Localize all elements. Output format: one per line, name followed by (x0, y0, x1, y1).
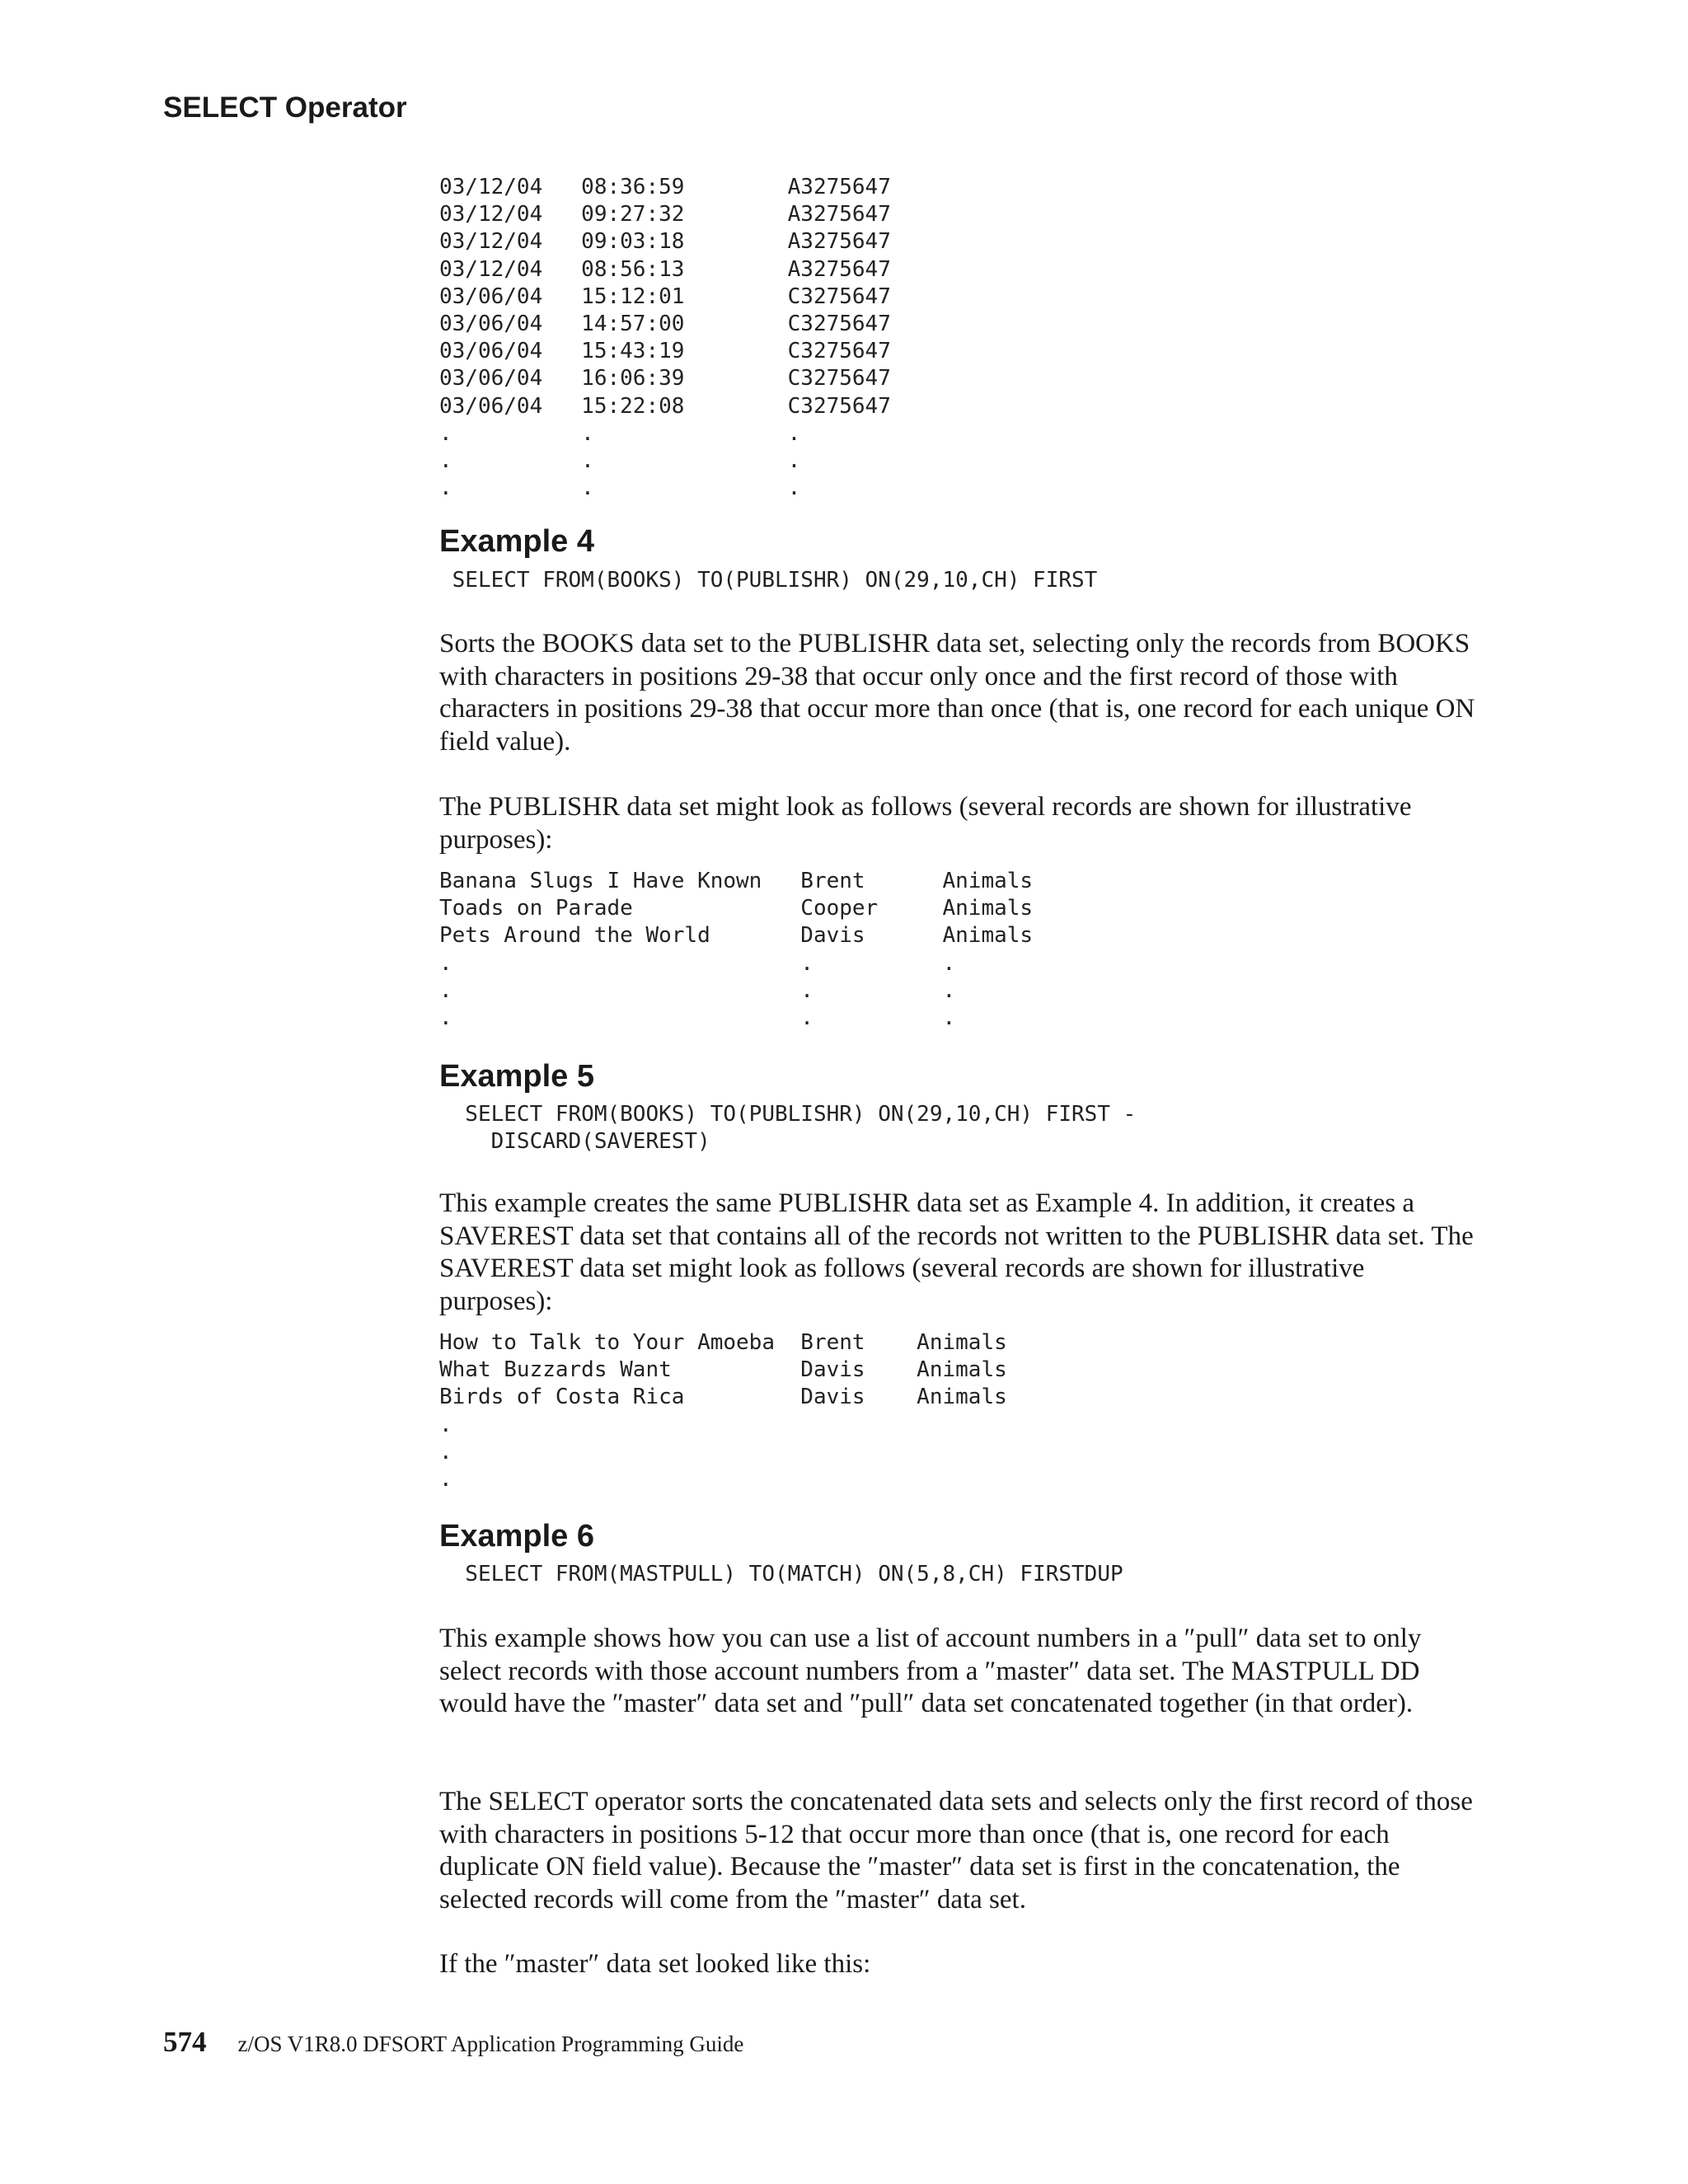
running-head: SELECT Operator (163, 91, 407, 124)
page-number: 574 (163, 2026, 207, 2058)
example-4-description: Sorts the BOOKS data set to the PUBLISHR data set, selecting only the records from BOOKS with characters in positions 29-38 that occur only once and the first record of those with characters in positions 29-38 that occur more than once (that is, one record for each unique ON field value). (439, 629, 1475, 757)
example-6-statement: SELECT FROM(MASTPULL) TO(MATCH) ON(5,8,CH) FIRSTDUP (439, 1562, 1123, 1586)
log-listing: 03/12/04 08:36:59 A3275647 03/12/04 09:27:32 A3275647 03/12/04 09:03:18 A3275647 03/12/04 08:56:13 A3275647 03/06/04 15:12:01 C3275647 03/06/04 14:57:00 C3275647 03/06/04 15:43:19 C3275647 03/06/04 16:06:39 C3275647 03/06/04 15:22:08 C3275647 . . . . . . . . . (439, 175, 891, 501)
example-5-listing: How to Talk to Your Amoeba Brent Animals What Buzzards Want Davis Animals Birds of Costa Rica Davis Animals . . . (439, 1330, 1007, 1493)
example-5-heading: Example 5 (439, 1059, 594, 1094)
example-4-intro: The PUBLISHR data set might look as follows (several records are shown for illustrative purposes): (439, 792, 1412, 855)
example-6-description: This example shows how you can use a list of account numbers in a ″pull″ data set to only select records with those account numbers from a ″master″ data set. The MASTPULL DD would have the ″master″ data set and ″pull″ data set concatenated together (in that order). (439, 1624, 1422, 1719)
example-6-explanation: The SELECT operator sorts the concatenated data sets and selects only the first record of those with characters in positions 5-12 that occur more than once (that is, one record for each duplicate ON field value). Because the ″master″ data set is first in the concatenation, the selected records will come from the ″master″ data set. (439, 1787, 1473, 1915)
example-5-statement: SELECT FROM(BOOKS) TO(PUBLISHR) ON(29,10,CH) FIRST - DISCARD(SAVEREST) (465, 1102, 1137, 1155)
example-4-statement: SELECT FROM(BOOKS) TO(PUBLISHR) ON(29,10,CH) FIRST (439, 568, 1098, 593)
book-title: z/OS V1R8.0 DFSORT Application Programming Guide (237, 2032, 744, 2056)
example-6-heading: Example 6 (439, 1519, 594, 1554)
example-4-listing: Banana Slugs I Have Known Brent Animals Toads on Parade Cooper Animals Pets Around the World Davis Animals . . . . . . . . . (439, 869, 1034, 1031)
example-6-master-intro: If the ″master″ data set looked like this: (439, 1949, 871, 1979)
page-footer (163, 2026, 743, 2059)
example-5-description: This example creates the same PUBLISHR data set as Example 4. In addition, it creates a SAVEREST data set that contains all of the records not written to the PUBLISHR data set. The SAVEREST data set might look as follows (several records are shown for illustrative purposes): (439, 1188, 1474, 1317)
example-4-heading: Example 4 (439, 524, 594, 559)
